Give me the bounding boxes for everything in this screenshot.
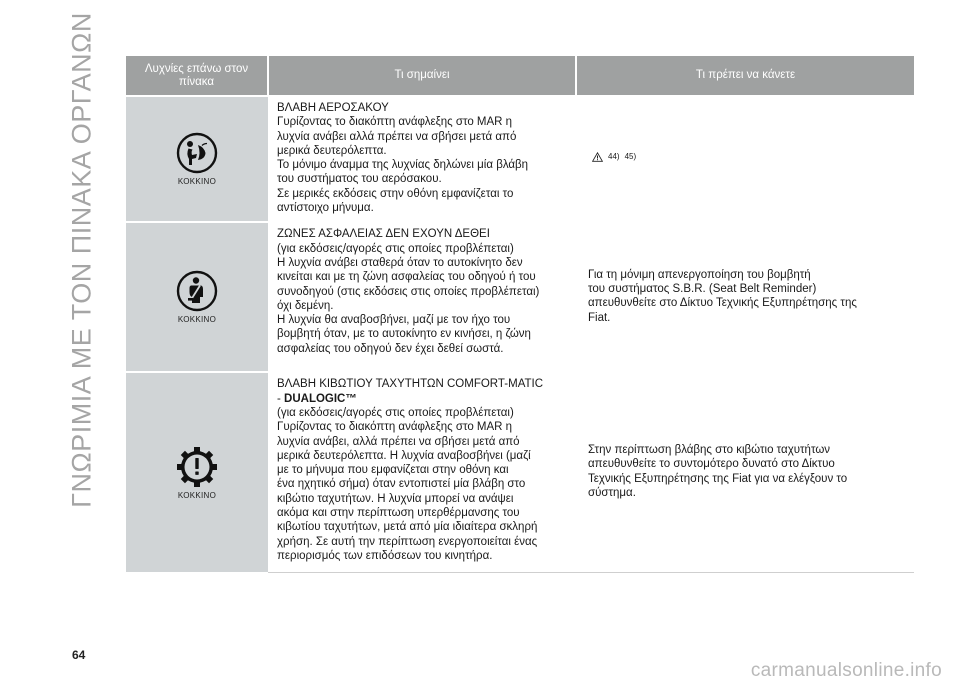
action-cell (576, 96, 914, 222)
meaning-line: ακόμα και στην περίπτωση υπερθέρμανσης του (277, 507, 520, 520)
page-number: 64 (72, 648, 86, 662)
lamp-cell (126, 96, 268, 222)
meaning-line: μερικά δευτερόλεπτα. (277, 144, 387, 157)
lamp-color-label: ΚΟΚΚΙΝΟ (177, 490, 217, 500)
meaning-line: μερικά δευτερόλεπτα. Η λυχνία αναβοσβήνει (μαζί (277, 449, 531, 462)
table-header-row (126, 56, 914, 96)
airbag-icon (176, 132, 218, 174)
meaning-title: ΒΛΑΒΗ ΚΙΒΩΤΙΟΥ ΤΑΧΥΤΗΤΩΝ COMFORT-MATIC (277, 378, 544, 391)
meaning-line: Γυρίζοντας το διακόπτη ανάφλεξης στο MAR η (277, 421, 513, 434)
lamp-cell (126, 222, 268, 372)
meaning-line: Σε μερικές εκδόσεις στην οθόνη εμφανίζεται το (277, 187, 514, 200)
meaning-line: ένα ηχητικό σήμα) όταν εντοπιστεί μία βλάβη στο (277, 478, 526, 491)
meaning-line: χρήση. Σε αυτή την περίπτωση ενεργοποιείται ένας (277, 535, 538, 548)
meaning-line: λυχνία ανάβει, αλλά πρέπει να σβήσει μετά από (277, 435, 520, 448)
action-line: Τεχνικής Εξυπηρέτησης της Fiat για να ελέγξουν το (588, 472, 848, 485)
warning-reference (592, 150, 636, 164)
table-row (126, 96, 914, 222)
warning-triangle-icon (592, 152, 603, 162)
action-line: απευθυνθείτε το συντομότερο δυνατό στο Δίκτυο (588, 458, 835, 471)
side-chapter-title (62, 12, 102, 508)
meaning-line: λυχνία ανάβει αλλά πρέπει να σβήσει μετά από (277, 130, 517, 143)
action-line: σύστημα. (588, 486, 636, 499)
lamp-cell (126, 372, 268, 572)
meaning-title-suffix (277, 392, 570, 406)
gear-warning-icon (176, 446, 218, 488)
header-action: Τι πρέπει να κάνετε (576, 56, 914, 96)
meaning-line: (για εκδόσεις/αγορές στις οποίες προβλέπεται) (277, 406, 514, 419)
action-line: του συστήματος S.B.R. (Seat Belt Reminder) (588, 283, 817, 296)
meaning-cell (268, 96, 576, 222)
meaning-cell (268, 222, 576, 372)
action-cell (576, 222, 914, 372)
side-chapter-title-text: ΓΝΩΡΙΜΙΑ ΜΕ ΤΟΝ ΠΙΝΑΚΑ ΟΡΓΑΝΩΝ (66, 12, 97, 508)
note-ref-44[interactable]: 44) (608, 151, 620, 161)
table-row (126, 222, 914, 372)
action-line: απευθυνθείτε στο Δίκτυο Τεχνικής Εξυπηρέτησης της (588, 297, 857, 310)
meaning-line: Γυρίζοντας το διακόπτη ανάφλεξης στο MAR η (277, 116, 513, 129)
action-line: Fiat. (588, 311, 611, 324)
meaning-line: περιορισμός των επιδόσεων του κινητήρα. (277, 549, 493, 562)
meaning-title-prefix: - (277, 392, 285, 405)
meaning-line: του συστήματος του αερόσακου. (277, 173, 442, 186)
meaning-line: αντίστοιχο μήνυμα. (277, 202, 374, 215)
lamp-color-label: ΚΟΚΚΙΝΟ (177, 177, 217, 187)
meaning-line: Η λυχνία ανάβει σταθερά όταν το αυτοκίνητο δεν (277, 256, 523, 269)
header-lamp: Λυχνίες επάνω στον πίνακα (126, 56, 268, 96)
seatbelt-icon (176, 270, 218, 312)
meaning-line: βομβητή όταν, με το αυτοκίνητο εν κινήσει, η ζώνη (277, 328, 531, 341)
lamp-color-label: ΚΟΚΚΙΝΟ (177, 315, 217, 325)
meaning-line: Το μόνιμο άναμμα της λυχνίας δηλώνει μία βλάβη (277, 159, 529, 172)
note-ref-45[interactable]: 45) (624, 151, 637, 161)
table-row (126, 372, 914, 572)
meaning-cell (268, 372, 576, 572)
header-meaning: Τι σημαίνει (268, 56, 576, 96)
meaning-line: κιβώτιο ταχυτήτων. Η λυχνία μπορεί να ανάψει (277, 492, 514, 505)
meaning-line: κινείται και με τη ζώνη ασφαλείας του οδηγού ή του (277, 271, 536, 284)
meaning-line: κιβωτίου ταχυτήτων, μετά από μία ιδιαίτερα σκληρή (277, 521, 538, 534)
meaning-line: με το μήνυμα που εμφανίζεται στην οθόνη και (277, 464, 509, 477)
dualogic-label: DUALOGIC™ (284, 392, 357, 405)
action-cell (576, 372, 914, 572)
watermark: carmanualsonline.info (750, 660, 942, 681)
meaning-line: Η λυχνία θα αναβοσβήνει, μαζί με τον ήχο του (277, 314, 511, 327)
meaning-line: όχι δεμένη. (277, 299, 334, 312)
meaning-line: ασφαλείας του οδηγού δεν έχει δεθεί σωστά. (277, 342, 504, 355)
meaning-line: (για εκδόσεις/αγορές στις οποίες προβλέπεται) (277, 242, 514, 255)
meaning-line: ΖΩΝΕΣ ΑΣΦΑΛΕΙΑΣ ΔΕΝ ΕΧΟΥΝ ΔΕΘΕΙ (277, 228, 490, 241)
action-line: Για τη μόνιμη απενεργοποίηση του βομβητή (588, 268, 811, 281)
action-line: Στην περίπτωση βλάβης στο κιβώτιο ταχυτήτων (588, 444, 831, 457)
warning-lights-table (126, 56, 914, 573)
meaning-line: συνοδηγού (στις εκδόσεις στις οποίες προβλέπεται) (277, 285, 540, 298)
meaning-line: ΒΛΑΒΗ ΑΕΡΟΣΑΚΟΥ (277, 102, 389, 114)
